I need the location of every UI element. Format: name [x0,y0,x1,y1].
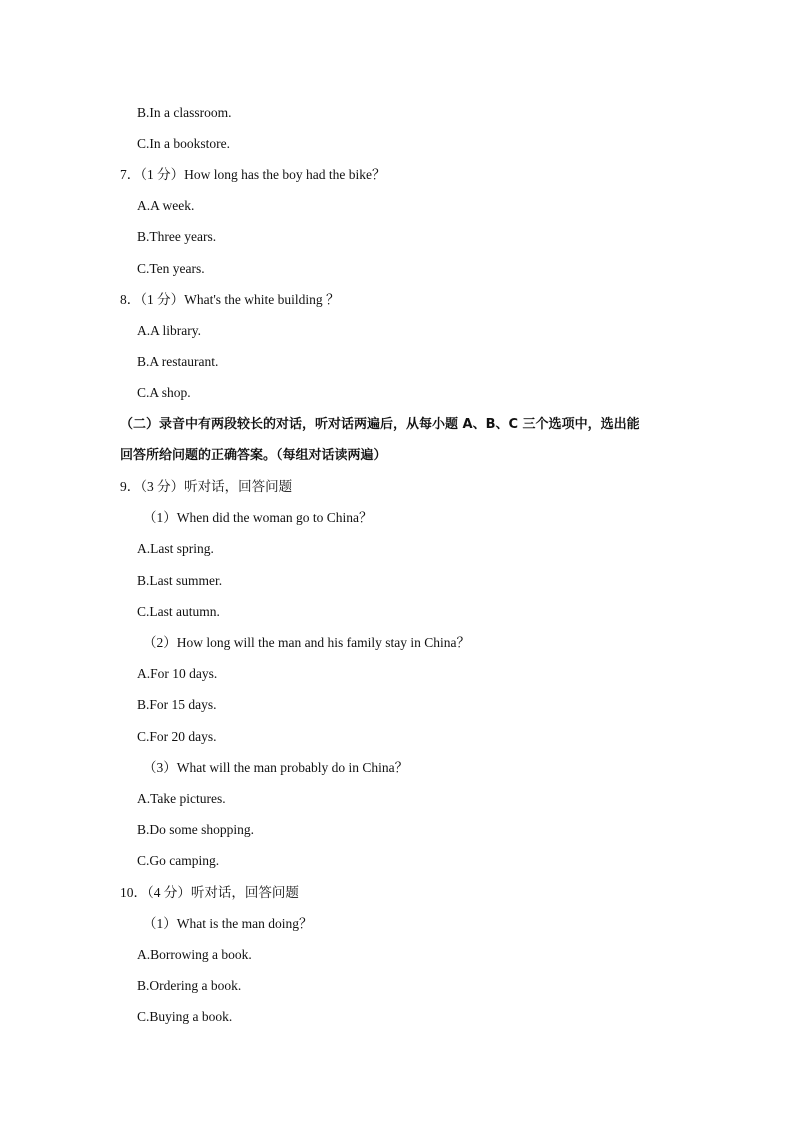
question-9: 9．（3 分）听对话，回答问题 [120,479,293,494]
option-text: B.In a classroom. [137,105,232,120]
option-text: C.In a bookstore. [137,136,230,151]
option-text: C.Last autumn. [137,604,220,619]
option-text: B.Three years. [137,229,217,244]
sub-question: （1）When did the woman go to China？ [143,510,373,525]
question-7: 7．（1 分）How long has the boy had the bike？ [120,167,386,182]
section-instruction: 回答所给问题的正确答案。（每组对话读两遍） [120,448,387,463]
option-text: C.Buying a book. [137,1009,233,1024]
option-text: A.A library. [137,323,201,338]
option-text: C.Ten years. [137,261,205,276]
option-text: B.Last summer. [137,573,223,588]
option-text: B.Ordering a book. [137,978,242,993]
question-8: 8．（1 分）What's the white building ？ [120,292,340,307]
option-text: A.A week. [137,198,195,213]
option-text: C.For 20 days. [137,729,217,744]
option-text: A.Borrowing a book. [137,947,252,962]
section-instruction: （二）录音中有两段较长的对话，听对话两遍后，从每小题 A、B、C 三个选项中，选出能 [120,417,640,432]
sub-question: （3）What will the man probably do in China？ [143,760,409,775]
option-text: A.Last spring. [137,541,214,556]
sub-question: （2）How long will the man and his family stay in China？ [143,635,470,650]
option-text: C.A shop. [137,385,191,400]
sub-question: （1）What is the man doing？ [143,916,313,931]
option-text: B.A restaurant. [137,354,219,369]
option-text: B.For 15 days. [137,697,217,712]
option-text: C.Go camping. [137,853,220,868]
option-text: A.Take pictures. [137,791,226,806]
question-10: 10．（4 分）听对话，回答问题 [120,885,299,900]
option-text: A.For 10 days. [137,666,218,681]
option-text: B.Do some shopping. [137,822,255,837]
